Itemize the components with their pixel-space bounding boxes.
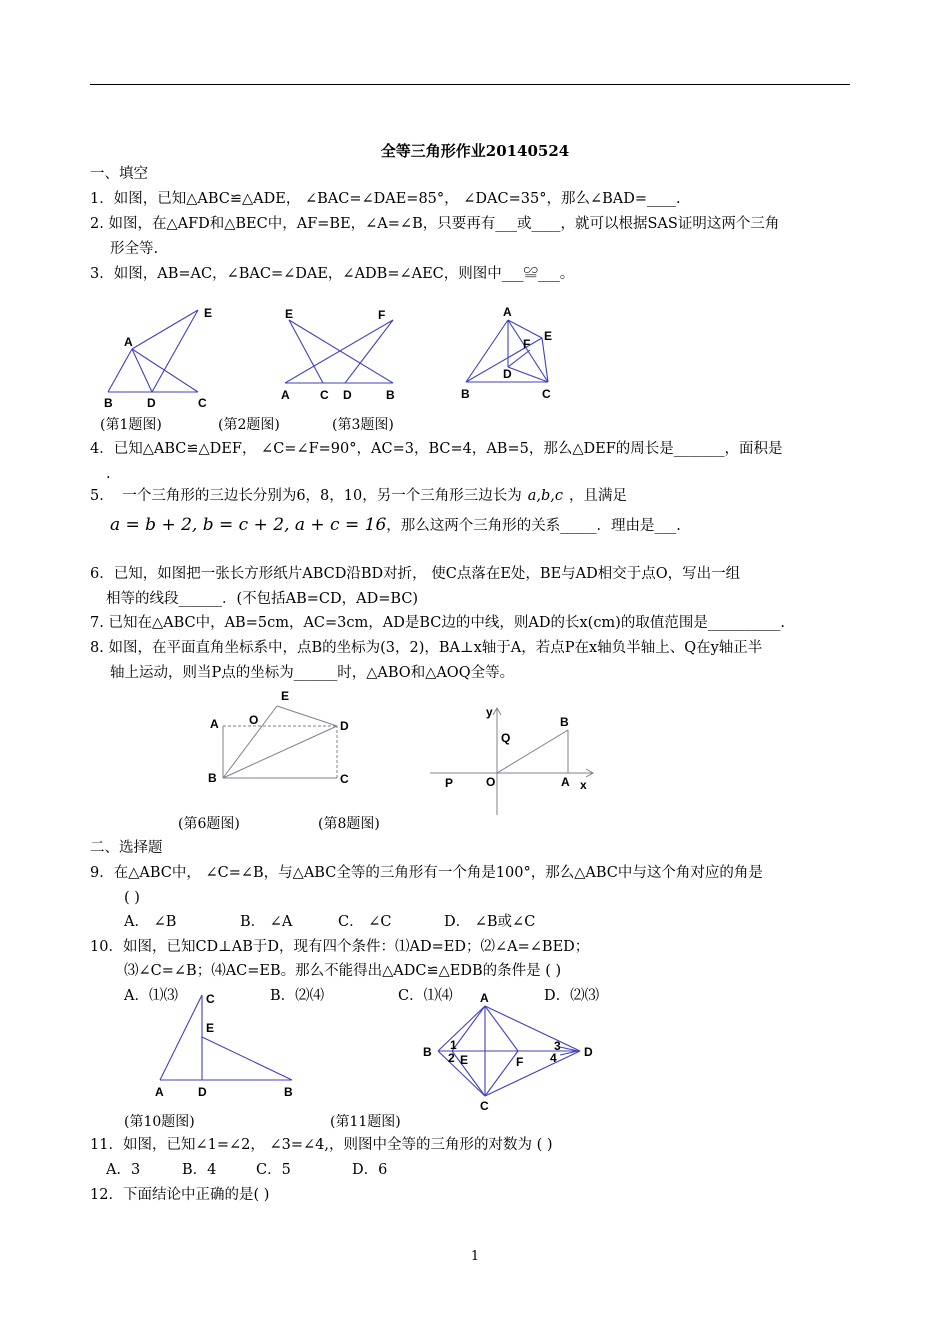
fig11-label: A bbox=[480, 991, 489, 1005]
q9-option-d: D． ∠B或∠C bbox=[444, 914, 536, 930]
fig2-label: C bbox=[320, 388, 329, 402]
fig1-label: E bbox=[204, 306, 213, 320]
fig3-label: B bbox=[461, 387, 470, 401]
fig10-label: E bbox=[206, 1021, 215, 1035]
question-10-line1: 10．如图，已知CD⊥AB于D，现有四个条件：⑴AD=ED；⑵∠A=∠BED； bbox=[90, 939, 590, 955]
q9-option-a: A． ∠B bbox=[124, 914, 177, 930]
fig10-label: B bbox=[284, 1085, 293, 1099]
fig6-label: A bbox=[210, 717, 219, 731]
question-10-line2: ⑶∠C=∠B；⑷AC=EB。那么不能得出△ADC≌△EDB的条件是 ( ) bbox=[124, 963, 562, 979]
caption-fig6: (第6题图) bbox=[178, 816, 240, 832]
q9-option-c: C． ∠C bbox=[338, 914, 392, 930]
fig8-label: Q bbox=[501, 731, 511, 745]
caption-fig8: (第8题图) bbox=[318, 816, 380, 832]
fig10-label: A bbox=[155, 1085, 164, 1099]
fig6-label: D bbox=[340, 719, 349, 733]
question-8-line1: 8. 如图，在平面直角坐标系中，点B的坐标为(3，2)，BA⊥x轴于A，若点P在x轴负半轴上、Q在y轴正半 bbox=[90, 640, 763, 656]
question-9-line1: 9．在△ABC中， ∠C=∠B，与△ABC全等的三角形有一个角是100°，那么△ABC中与这个角对应的角是 bbox=[90, 865, 763, 881]
fig8-label: y bbox=[486, 705, 493, 719]
fig8-label: B bbox=[560, 715, 569, 729]
page-title: 全等三角形作业20140524 bbox=[380, 142, 570, 160]
q11-option-a: A．3 bbox=[106, 1162, 141, 1178]
q5-vars: a,b,c bbox=[527, 488, 564, 504]
figure-6 bbox=[205, 688, 360, 798]
fig2-label: F bbox=[378, 308, 386, 322]
q5-formula: a = b + 2, b = c + 2, a + c = 16 bbox=[110, 515, 387, 535]
caption-fig10: (第10题图) bbox=[124, 1114, 195, 1130]
question-1: 1．如图，已知△ABC≌△ADE， ∠BAC=∠DAE=85°， ∠DAC=35°，那么∠BAD=____. bbox=[90, 191, 681, 207]
fig11-label: 3 bbox=[554, 1039, 561, 1053]
page-number: 1 bbox=[470, 1249, 480, 1264]
caption-fig11: (第11题图) bbox=[330, 1114, 401, 1130]
question-3: 3．如图，AB=AC，∠BAC=∠DAE，∠ADB=∠AEC，则图中___≌___。 bbox=[90, 266, 575, 282]
caption-fig2: (第2题图) bbox=[218, 417, 280, 433]
fig11-label: F bbox=[516, 1055, 524, 1069]
fig2-label: D bbox=[343, 388, 352, 402]
q5-text-a: 5． 一个三角形的三边长分别为6，8，10，另一个三角形三边长为 bbox=[90, 488, 522, 504]
fig11-label: 1 bbox=[450, 1038, 457, 1052]
fig6-label: O bbox=[249, 713, 259, 727]
figure-3 bbox=[458, 302, 568, 407]
q10-option-d: D．⑵⑶ bbox=[544, 988, 600, 1004]
fig8-label: O bbox=[486, 775, 496, 789]
question-5-line1 bbox=[90, 486, 627, 506]
fig2-label: B bbox=[386, 388, 395, 402]
q11-option-b: B．4 bbox=[182, 1162, 217, 1178]
q9-option-b: B． ∠A bbox=[240, 914, 293, 930]
q5-text-c: ，那么这两个三角形的关系_____．理由是___. bbox=[386, 518, 681, 534]
q10-option-b: B．⑵⑷ bbox=[270, 988, 325, 1004]
fig10-label: C bbox=[206, 992, 215, 1006]
fig3-label: F bbox=[523, 337, 531, 351]
fig3-label: D bbox=[503, 367, 512, 381]
question-8-line2: 轴上运动，则当P点的坐标为______时，△ABO和△AOQ全等。 bbox=[110, 665, 515, 681]
fig3-label: A bbox=[503, 305, 512, 319]
fig11-label: B bbox=[423, 1045, 432, 1059]
figure-10 bbox=[150, 990, 300, 1102]
figure-8 bbox=[425, 700, 600, 820]
fig11-label: 2 bbox=[448, 1051, 455, 1065]
fig8-label: A bbox=[561, 775, 570, 789]
q11-option-c: C．5 bbox=[256, 1162, 291, 1178]
q10-option-a: A．⑴⑶ bbox=[124, 988, 178, 1004]
fig11-label: C bbox=[480, 1099, 489, 1113]
section-fill: 一、填空 bbox=[90, 166, 148, 182]
fig6-label: C bbox=[340, 772, 349, 786]
fig8-label: P bbox=[445, 776, 454, 790]
fig1-label: C bbox=[198, 396, 207, 410]
question-9-line2: ( ) bbox=[124, 890, 140, 906]
fig2-label: A bbox=[281, 388, 290, 402]
q11-option-d: D．6 bbox=[352, 1162, 388, 1178]
fig1-label: A bbox=[124, 335, 133, 349]
question-5-line2 bbox=[110, 515, 681, 536]
question-4-line1: 4．已知△ABC≌△DEF， ∠C=∠F=90°，AC=3，BC=4，AB=5，那么△DEF的周长是_______，面积是 bbox=[90, 441, 783, 457]
fig10-label: D bbox=[198, 1085, 207, 1099]
figure-11 bbox=[420, 988, 605, 1113]
question-12: 12．下面结论中正确的是( ) bbox=[90, 1187, 270, 1203]
header-rule bbox=[90, 84, 850, 85]
caption-fig1: (第1题图) bbox=[100, 417, 162, 433]
figure-1 bbox=[100, 305, 220, 410]
question-2-line1: 2. 如图，在△AFD和△BEC中，AF=BE，∠A=∠B，只要再有___或____，就可以根据SAS证明这两个三角 bbox=[90, 216, 780, 232]
question-4-line2: . bbox=[106, 466, 111, 482]
q10-option-c: C．⑴⑷ bbox=[398, 988, 453, 1004]
fig3-label: E bbox=[544, 329, 553, 343]
fig2-label: E bbox=[285, 307, 294, 321]
fig11-label: D bbox=[584, 1045, 593, 1059]
question-11: 11．如图，已知∠1=∠2， ∠3=∠4,，则图中全等的三角形的对数为 ( ) bbox=[90, 1137, 553, 1153]
fig11-label: E bbox=[460, 1053, 469, 1067]
fig11-label: 4 bbox=[550, 1051, 557, 1065]
fig6-label: E bbox=[281, 689, 290, 703]
q5-text-b: ，且满足 bbox=[569, 488, 628, 504]
question-6-line1: 6．已知，如图把一张长方形纸片ABCD沿BD对折， 使C点落在E处，BE与AD相交于点O，写出一组 bbox=[90, 566, 741, 582]
fig1-label: B bbox=[104, 396, 113, 410]
fig8-label: x bbox=[580, 778, 587, 792]
question-7: 7. 已知在△ABC中，AB=5cm，AC=3cm，AD是BC边的中线，则AD的长x(cm)的取值范围是__________. bbox=[90, 615, 785, 631]
question-2-line2: 形全等. bbox=[110, 241, 159, 257]
fig3-label: C bbox=[542, 387, 551, 401]
section-choice: 二、选择题 bbox=[90, 840, 163, 856]
fig6-label: B bbox=[208, 771, 217, 785]
fig1-label: D bbox=[147, 396, 156, 410]
caption-fig3: (第3题图) bbox=[332, 417, 394, 433]
question-6-line2: 相等的线段______．(不包括AB=CD，AD=BC) bbox=[106, 591, 419, 607]
figure-2 bbox=[275, 305, 405, 410]
